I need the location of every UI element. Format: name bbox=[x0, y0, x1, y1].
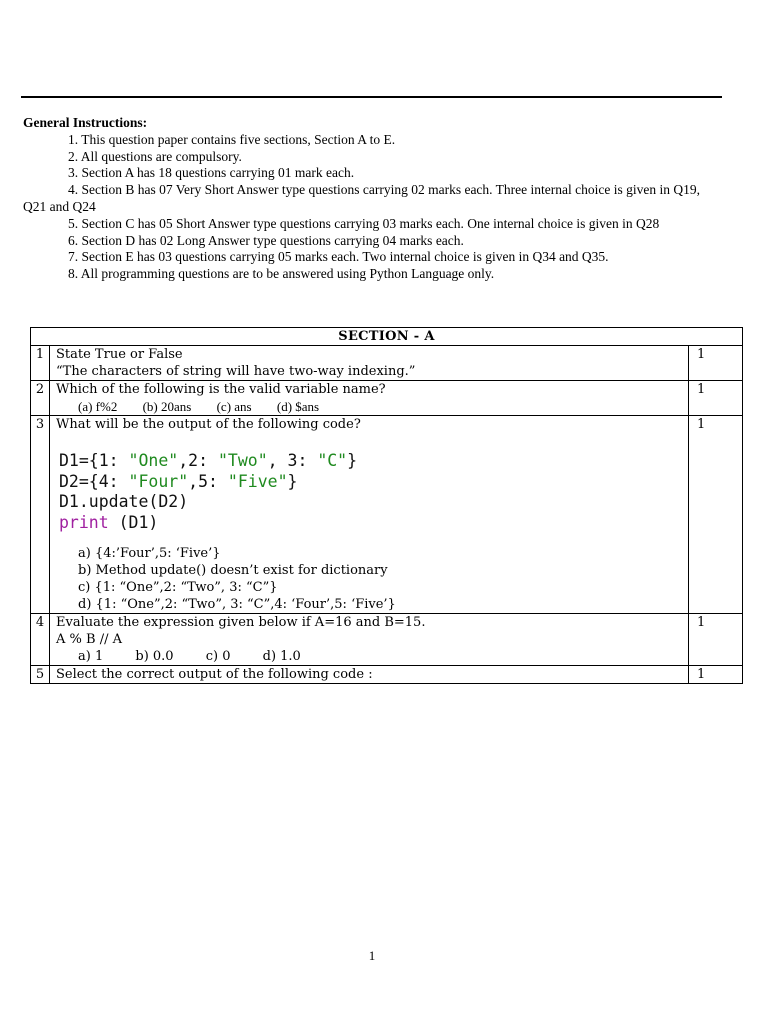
question-row bbox=[31, 614, 743, 666]
instruction-item: 8. All programming questions are to be answered using Python Language only. bbox=[68, 266, 495, 282]
question-line: State True or False bbox=[56, 347, 183, 362]
answer-choice: d) {1: “One”,2: “Two”, 3: “C”,4: ‘Four’,5: ‘Five’} bbox=[78, 597, 396, 612]
question-text bbox=[50, 381, 689, 416]
instructions-list bbox=[23, 132, 713, 283]
question-number: 5 bbox=[31, 666, 50, 684]
question-line: What will be the output of the following code? bbox=[56, 417, 361, 432]
top-rule bbox=[21, 96, 722, 98]
answer-choice: b) Method update() doesn’t exist for dictionary bbox=[78, 563, 388, 578]
code-string: "Two" bbox=[217, 451, 268, 470]
code-line bbox=[59, 451, 682, 472]
instructions-heading: General Instructions: bbox=[23, 115, 148, 130]
section-header-row bbox=[31, 328, 743, 346]
question-line: A % B // A bbox=[56, 632, 122, 647]
instruction-item: 1. This question paper contains five sections, Section A to E. bbox=[68, 131, 396, 147]
question-text bbox=[50, 346, 689, 381]
code-token: ,2: bbox=[178, 451, 218, 470]
answer-choice: c) {1: “One”,2: “Two”, 3: “C”} bbox=[78, 580, 278, 595]
question-table bbox=[30, 327, 743, 684]
code-string: "Four" bbox=[128, 471, 189, 491]
option: (a) f%2 bbox=[78, 399, 118, 414]
question-marks: 1 bbox=[689, 416, 743, 614]
question-number: 4 bbox=[31, 614, 50, 666]
instruction-item: 4. Section B has 07 Very Short Answer type questions carrying 02 marks each. Three internal choice is given in Q19, Q21 and Q24 bbox=[23, 182, 700, 214]
question-text bbox=[50, 416, 689, 614]
question-row bbox=[31, 666, 743, 684]
general-instructions bbox=[23, 115, 713, 283]
question-text bbox=[50, 666, 689, 684]
code-string: "One" bbox=[128, 451, 179, 470]
code-token: , 3: bbox=[267, 451, 318, 470]
code-token: D1={1: bbox=[59, 451, 129, 470]
code-token: } bbox=[347, 451, 358, 470]
option: (b) 20ans bbox=[142, 399, 192, 414]
code-string: "Five" bbox=[227, 471, 288, 491]
options-line bbox=[56, 398, 682, 415]
question-row bbox=[31, 381, 743, 416]
option: c) 0 bbox=[205, 649, 231, 664]
question-line: Evaluate the expression given below if A=16 and B=15. bbox=[56, 615, 426, 630]
answer-choice: a) {4:’Four’,5: ‘Five’} bbox=[78, 546, 221, 561]
question-row bbox=[31, 346, 743, 381]
question-line: Select the correct output of the following code : bbox=[56, 667, 373, 682]
option: a) 1 bbox=[78, 649, 104, 664]
page-number: 1 bbox=[368, 948, 376, 963]
option: b) 0.0 bbox=[135, 649, 174, 664]
instruction-item: 5. Section C has 05 Short Answer type questions carrying 03 marks each. One internal choice is given in Q28 bbox=[68, 215, 660, 231]
option: (c) ans bbox=[216, 399, 252, 414]
instruction-item: 3. Section A has 18 questions carrying 01 mark each. bbox=[68, 165, 355, 181]
section-title: SECTION - A bbox=[31, 328, 743, 346]
code-string: "C" bbox=[317, 451, 348, 470]
question-row bbox=[31, 416, 743, 614]
instruction-item: 6. Section D has 02 Long Answer type questions carrying 04 marks each. bbox=[68, 232, 464, 248]
option: (d) $ans bbox=[276, 399, 320, 414]
code-keyword: print bbox=[59, 512, 109, 532]
instruction-item: 7. Section E has 03 questions carrying 05 marks each. Two internal choice is given in Q34 and Q35. bbox=[68, 249, 609, 265]
options-line bbox=[56, 648, 682, 665]
code-token: (D1) bbox=[108, 512, 159, 532]
option: d) 1.0 bbox=[262, 649, 301, 664]
code-line bbox=[59, 513, 682, 534]
question-number: 1 bbox=[31, 346, 50, 381]
question-marks: 1 bbox=[689, 346, 743, 381]
code-block bbox=[59, 451, 682, 533]
question-marks: 1 bbox=[689, 614, 743, 666]
code-token: ,5: bbox=[188, 471, 228, 491]
code-token: D2={4: bbox=[59, 471, 129, 491]
question-line: “The characters of string will have two-way indexing.” bbox=[56, 364, 416, 379]
question-text bbox=[50, 614, 689, 666]
question-marks: 1 bbox=[689, 666, 743, 684]
instruction-item: 2. All questions are compulsory. bbox=[68, 148, 242, 164]
question-number: 2 bbox=[31, 381, 50, 416]
question-number: 3 bbox=[31, 416, 50, 614]
question-marks: 1 bbox=[689, 381, 743, 416]
code-line bbox=[59, 472, 682, 493]
question-line: Which of the following is the valid variable name? bbox=[56, 382, 386, 397]
code-line: D1.update(D2) bbox=[59, 492, 189, 511]
code-token: } bbox=[287, 471, 298, 491]
